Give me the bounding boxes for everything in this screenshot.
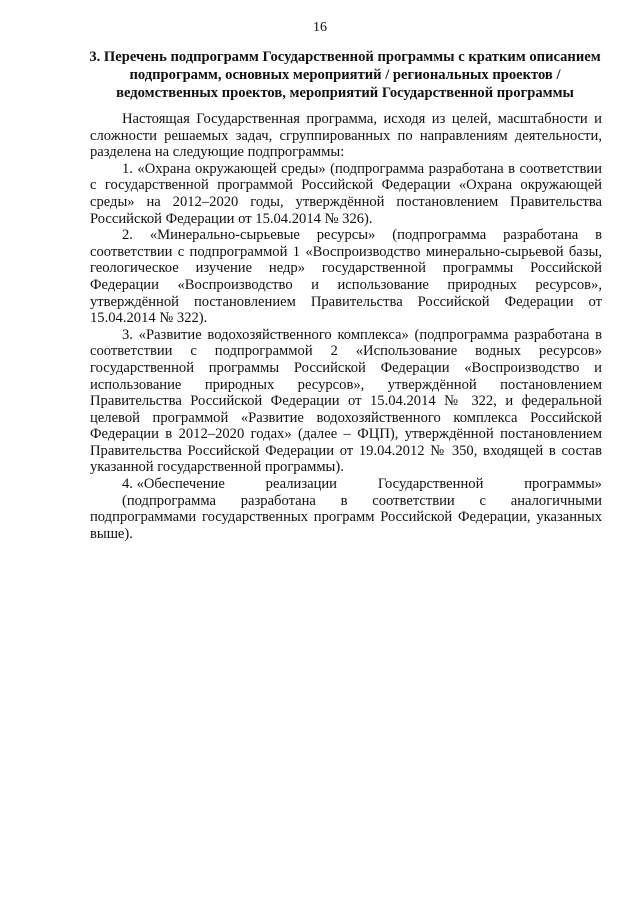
subprogram-item-3: 3. «Развитие водохозяйственного комплекса» (подпрограмма разработана в соответствии с подпрограммой 2 «Использование водных ресурсов» государственной программы Российской Федерации «Воспроизводство и использование природных ресурсов», утверждённой постановлением Правительства Российской Федерации от 15.04.2014 № 322, и федеральной целевой программой «Развитие водохозяйственного комплекса Российской Федерации в 2012–2020 годах» (далее – ФЦП), утверждённой постановлением Правительства Российской Федерации от 19.04.2012 № 350, входящей в состав указанной государственной программы). <box>90 326 602 476</box>
heading-line-2: подпрограмм, основных мероприятий / региональных проектов / <box>129 67 561 83</box>
subprogram-item-2: 2. «Минерально-сырьевые ресурсы» (подпрограмма разработана в соответствии с подпрограммой 1 «Воспроизводство минерально-сырьевой базы, геологическое изучение недр» государственной программы Российской Федерации «Воспроизводство и использование природных ресурсов», утверждённой постановлением Правительства Российской Федерации от 15.04.2014 № 322). <box>90 227 602 327</box>
intro-paragraph: Настоящая Государственная программа, исходя из целей, масштабности и сложности решаемых задач, сгруппированных по направлениям деятельности, разделена на следующие подпрограммы: <box>90 111 602 161</box>
subprogram-item-4 <box>90 476 602 542</box>
subprogram-item-4-rest: (подпрограмма разработана в соответствии с аналогичными подпрограммами государственных программ Российской Федерации, указанных выше). <box>90 492 602 542</box>
heading-line-1: 3. Перечень подпрограмм Государственной программы с кратким описанием <box>89 49 601 65</box>
item4-word-4: программы» <box>524 476 602 493</box>
page-number: 16 <box>313 20 327 35</box>
heading-line-3: ведомственных проектов, мероприятий Государственной программы <box>116 85 574 101</box>
item4-word-3: Государственной <box>377 476 484 493</box>
subprogram-item-1: 1. «Охрана окружающей среды» (подпрограмма разработана в соответствии с государственной программой Российской Федерации «Охрана окружающей среды» на 2012–2020 годы, утверждённой постановлением Правительства Российской Федерации от 15.04.2014 № 326). <box>90 160 602 227</box>
item4-word-1: 4. «Обеспечение <box>122 476 225 493</box>
body-text <box>90 111 602 542</box>
item4-word-2: реализации <box>265 476 337 493</box>
section-heading <box>88 48 602 102</box>
subprogram-item-4-first-line <box>90 476 602 493</box>
